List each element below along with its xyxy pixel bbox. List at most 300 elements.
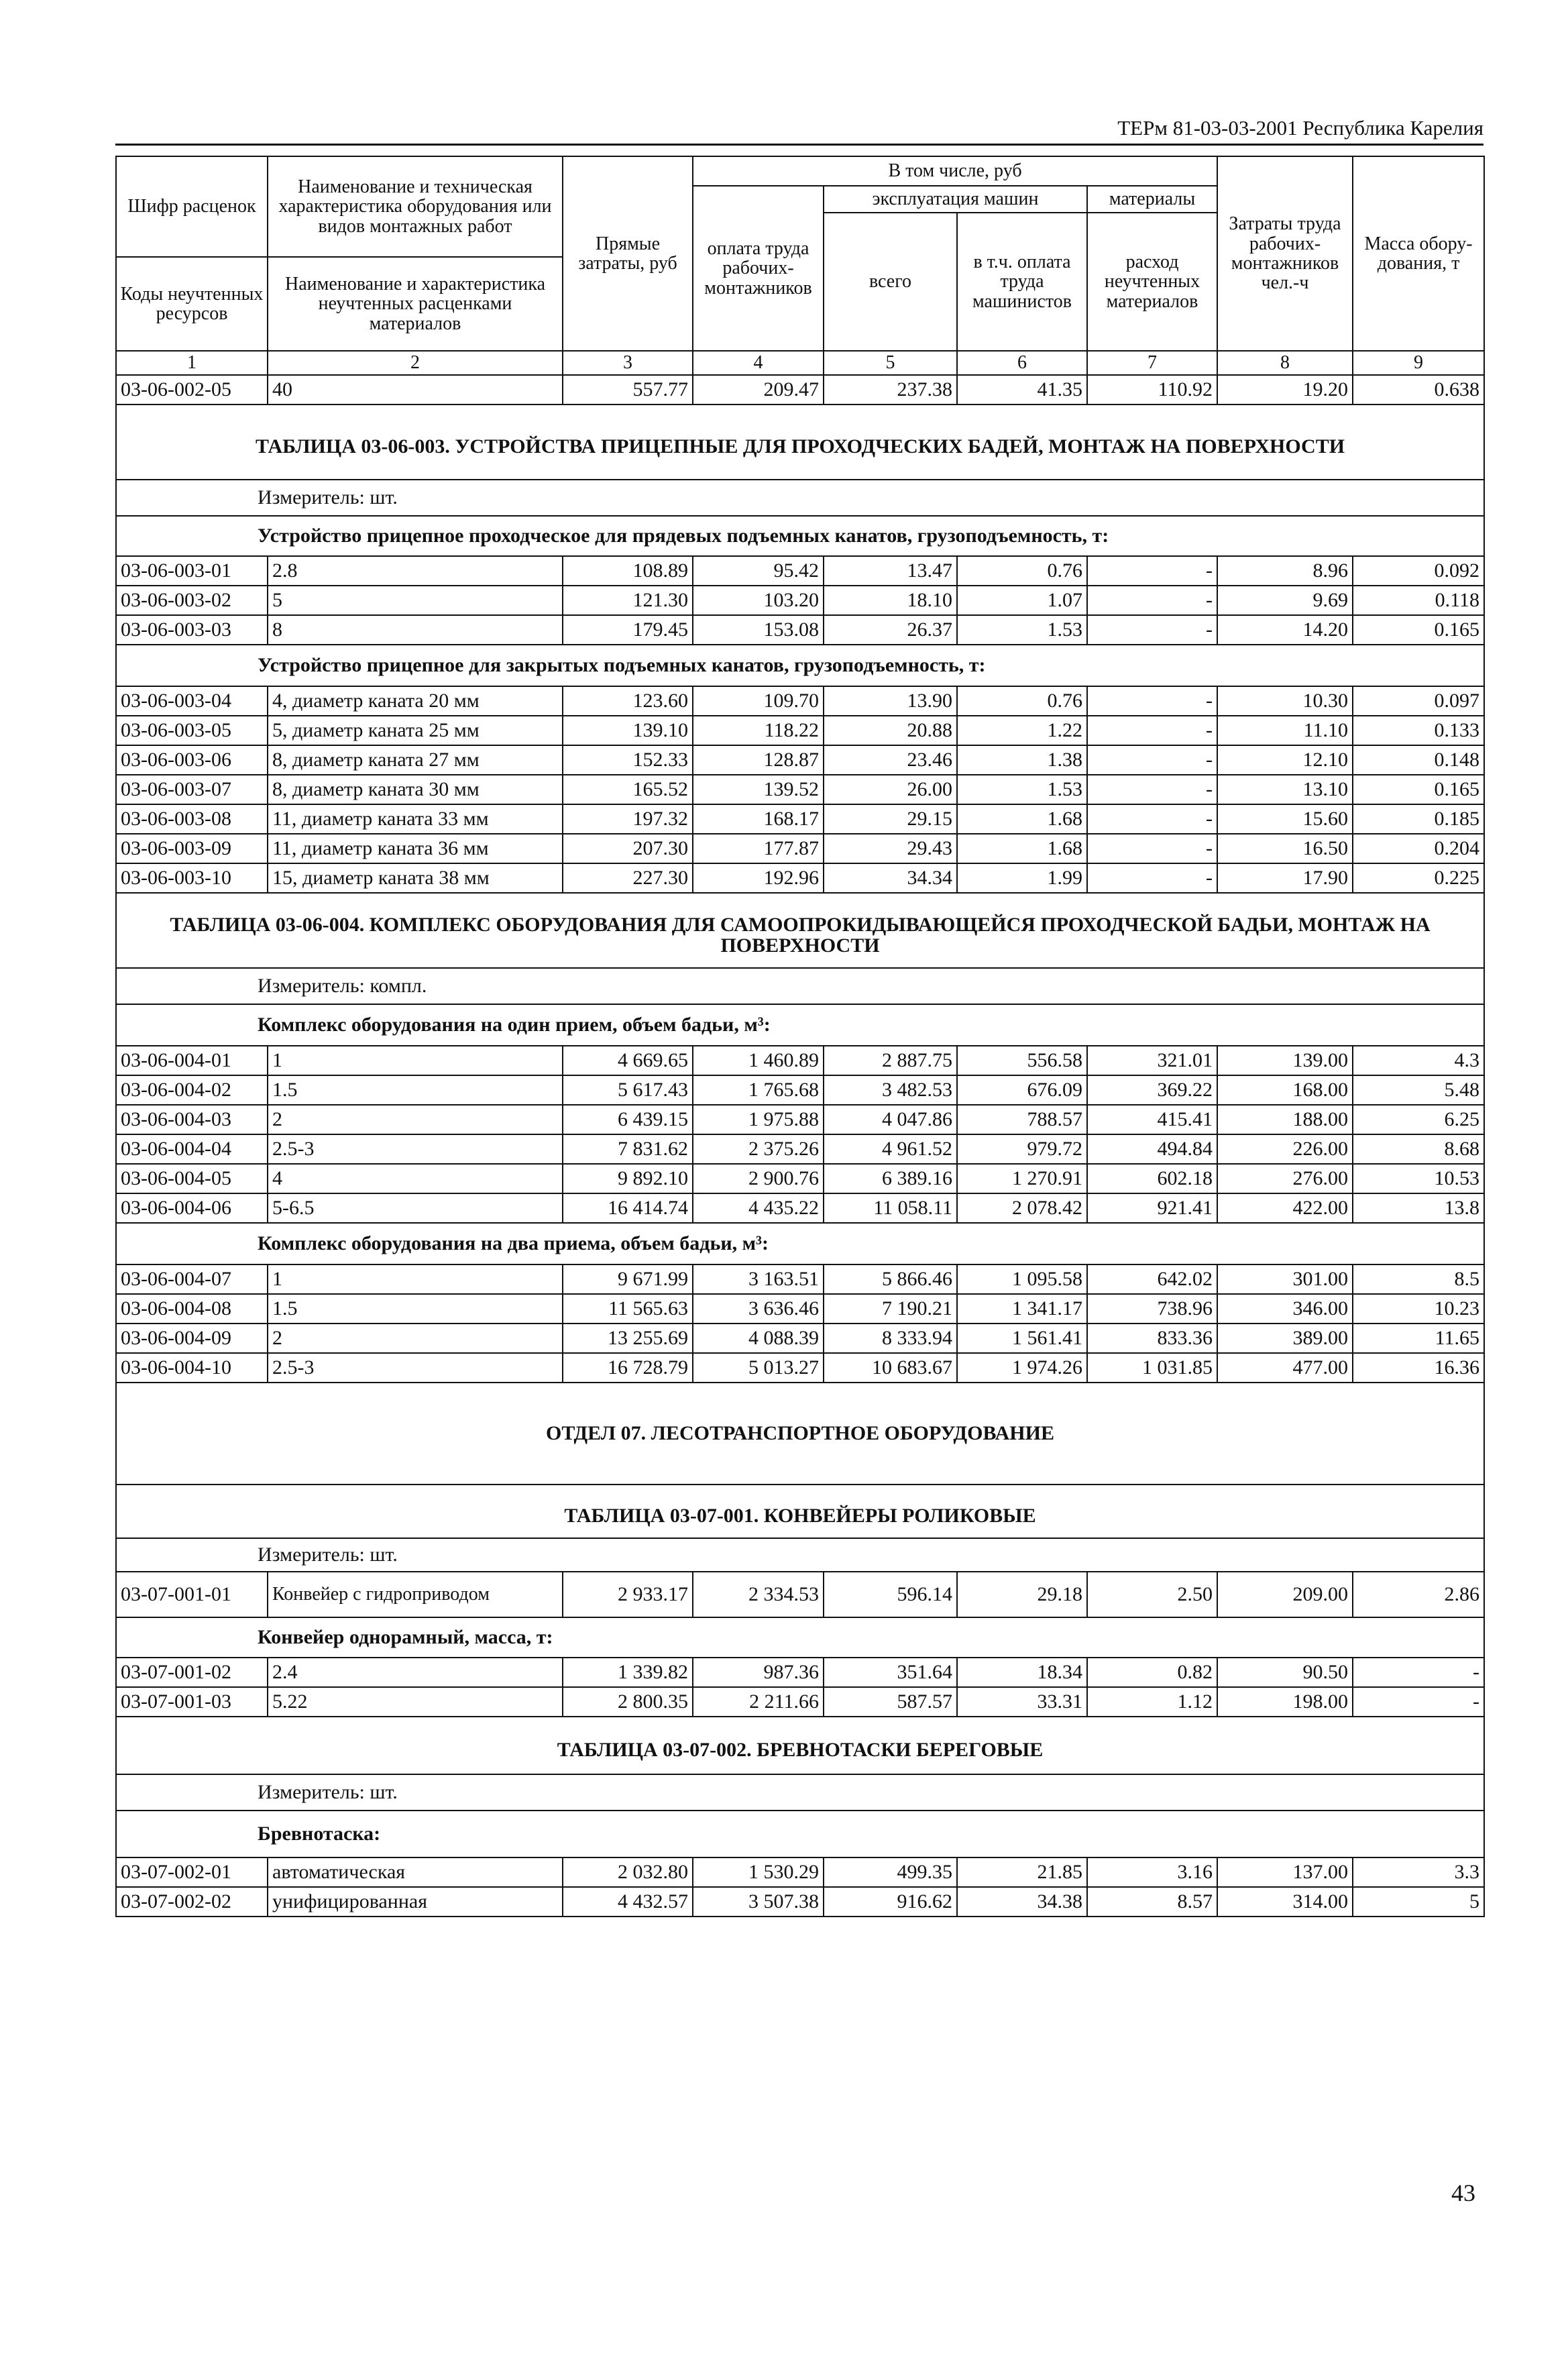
row-value: 2 334.53	[693, 1572, 824, 1617]
row-value: 788.57	[957, 1105, 1087, 1134]
column-number: 8	[1217, 351, 1353, 375]
table-row	[116, 745, 1484, 775]
row-value: 121.30	[563, 586, 693, 615]
row-description: 2.4	[268, 1658, 563, 1687]
price-table	[115, 156, 1485, 1917]
row-value: 10.23	[1353, 1294, 1484, 1324]
table-row	[116, 804, 1484, 834]
row-value: 29.43	[824, 834, 957, 863]
measure-unit: Измеритель: шт.	[116, 1538, 1484, 1572]
page-number: 43	[1451, 2179, 1475, 2206]
row-value: 168.17	[693, 804, 824, 834]
rate-code: 03-06-004-01	[116, 1046, 268, 1075]
column-number: 9	[1353, 351, 1484, 375]
row-value: -	[1087, 615, 1217, 645]
rate-code: 03-07-002-01	[116, 1857, 268, 1887]
table-title: ТАБЛИЦА 03-07-002. БРЕВНОТАСКИ БЕРЕГОВЫЕ	[116, 1717, 1484, 1774]
row-value: 192.96	[693, 863, 824, 893]
col-header-name-bottom: Наименование и характеристика неучтенных расценками материалов	[268, 257, 563, 351]
row-value: 8.96	[1217, 556, 1353, 586]
row-value: 18.10	[824, 586, 957, 615]
rate-code: 03-06-003-05	[116, 716, 268, 745]
row-value: 153.08	[693, 615, 824, 645]
table-title: ТАБЛИЦА 03-07-001. КОНВЕЙЕРЫ РОЛИКОВЫЕ	[116, 1485, 1484, 1538]
subsection-heading: Устройство прицепное проходческое для прядевых подъемных канатов, грузоподъемность, т:	[116, 516, 1484, 556]
table-row	[116, 556, 1484, 586]
row-value: 5.48	[1353, 1075, 1484, 1105]
col-header-machinist-wage: в т.ч. оплата труда машинистов	[957, 213, 1087, 351]
row-value: 556.58	[957, 1046, 1087, 1075]
table-row	[116, 375, 1484, 405]
row-value: -	[1087, 804, 1217, 834]
table-row	[116, 1134, 1484, 1164]
header-rule	[115, 144, 1483, 146]
row-description: 2.5-3	[268, 1134, 563, 1164]
rate-code: 03-06-004-02	[116, 1075, 268, 1105]
row-value: 1 031.85	[1087, 1353, 1217, 1383]
row-value: 12.10	[1217, 745, 1353, 775]
row-value: 109.70	[693, 686, 824, 716]
row-value: 2.86	[1353, 1572, 1484, 1617]
row-value: 207.30	[563, 834, 693, 863]
row-value: 0.204	[1353, 834, 1484, 863]
row-value: 4 088.39	[693, 1324, 824, 1353]
row-value: 139.10	[563, 716, 693, 745]
table-row	[116, 863, 1484, 893]
row-value: 1 974.26	[957, 1353, 1087, 1383]
row-value: 3 636.46	[693, 1294, 824, 1324]
row-value: 4 961.52	[824, 1134, 957, 1164]
table-row	[116, 1353, 1484, 1383]
subsection-heading: Комплекс оборудования на один прием, объем бадьи, м³:	[116, 1004, 1484, 1046]
row-value: 1 339.82	[563, 1658, 693, 1687]
row-value: 0.165	[1353, 615, 1484, 645]
row-value: 3 507.38	[693, 1887, 824, 1917]
row-value: 118.22	[693, 716, 824, 745]
row-description: 5, диаметр каната 25 мм	[268, 716, 563, 745]
row-value: 23.46	[824, 745, 957, 775]
table-row	[116, 686, 1484, 716]
table-row	[116, 1264, 1484, 1294]
row-value: 33.31	[957, 1687, 1087, 1717]
row-value: 676.09	[957, 1075, 1087, 1105]
row-value: 979.72	[957, 1134, 1087, 1164]
row-value: 8.57	[1087, 1887, 1217, 1917]
measure-unit: Измеритель: компл.	[116, 968, 1484, 1004]
row-value: 5 866.46	[824, 1264, 957, 1294]
table-row	[116, 834, 1484, 863]
row-value: 4 669.65	[563, 1046, 693, 1075]
row-value: 19.20	[1217, 375, 1353, 405]
row-value: 2.50	[1087, 1572, 1217, 1617]
rate-code: 03-06-003-01	[116, 556, 268, 586]
measure-unit: Измеритель: шт.	[116, 480, 1484, 516]
row-description: унифицированная	[268, 1887, 563, 1917]
row-value: 2 078.42	[957, 1193, 1087, 1223]
row-value: 26.00	[824, 775, 957, 804]
row-value: 916.62	[824, 1887, 957, 1917]
row-value: 587.57	[824, 1687, 957, 1717]
row-value: 139.52	[693, 775, 824, 804]
row-value: 152.33	[563, 745, 693, 775]
row-description: 8, диаметр каната 30 мм	[268, 775, 563, 804]
row-value: 2 032.80	[563, 1857, 693, 1887]
row-description: 2	[268, 1324, 563, 1353]
row-value: 642.02	[1087, 1264, 1217, 1294]
row-value: 1 341.17	[957, 1294, 1087, 1324]
row-value: 0.638	[1353, 375, 1484, 405]
rate-code: 03-06-004-08	[116, 1294, 268, 1324]
row-value: 17.90	[1217, 863, 1353, 893]
col-header-machines: эксплуатация машин	[824, 186, 1087, 213]
row-value: 7 831.62	[563, 1134, 693, 1164]
row-value: 41.35	[957, 375, 1087, 405]
row-value: 1.12	[1087, 1687, 1217, 1717]
row-value: 165.52	[563, 775, 693, 804]
row-value: 29.18	[957, 1572, 1087, 1617]
table-row	[116, 775, 1484, 804]
row-value: 15.60	[1217, 804, 1353, 834]
table-row	[116, 1046, 1484, 1075]
row-description: 15, диаметр каната 38 мм	[268, 863, 563, 893]
table-row	[116, 1105, 1484, 1134]
col-header-total: всего	[824, 213, 957, 351]
row-value: 209.00	[1217, 1572, 1353, 1617]
rate-code: 03-06-002-05	[116, 375, 268, 405]
row-value: 14.20	[1217, 615, 1353, 645]
row-value: 738.96	[1087, 1294, 1217, 1324]
rate-code: 03-06-004-04	[116, 1134, 268, 1164]
row-value: 110.92	[1087, 375, 1217, 405]
row-value: 369.22	[1087, 1075, 1217, 1105]
row-value: 921.41	[1087, 1193, 1217, 1223]
row-description: 8	[268, 615, 563, 645]
column-number: 7	[1087, 351, 1217, 375]
row-value: -	[1087, 716, 1217, 745]
row-value: 21.85	[957, 1857, 1087, 1887]
row-value: 4 432.57	[563, 1887, 693, 1917]
row-value: 494.84	[1087, 1134, 1217, 1164]
row-description: 8, диаметр каната 27 мм	[268, 745, 563, 775]
row-value: 602.18	[1087, 1164, 1217, 1193]
row-value: 188.00	[1217, 1105, 1353, 1134]
row-value: -	[1087, 686, 1217, 716]
row-value: 0.225	[1353, 863, 1484, 893]
row-value: 9.69	[1217, 586, 1353, 615]
row-value: 9 671.99	[563, 1264, 693, 1294]
row-value: 1 270.91	[957, 1164, 1087, 1193]
rate-code: 03-06-003-09	[116, 834, 268, 863]
row-value: 8.68	[1353, 1134, 1484, 1164]
row-value: 8.5	[1353, 1264, 1484, 1294]
row-value: 0.76	[957, 556, 1087, 586]
row-value: 16 414.74	[563, 1193, 693, 1223]
row-description: 11, диаметр каната 33 мм	[268, 804, 563, 834]
row-value: 198.00	[1217, 1687, 1353, 1717]
row-description: 11, диаметр каната 36 мм	[268, 834, 563, 863]
row-value: 0.185	[1353, 804, 1484, 834]
row-value: -	[1087, 586, 1217, 615]
row-description: 1	[268, 1264, 563, 1294]
row-value: 389.00	[1217, 1324, 1353, 1353]
row-value: 415.41	[1087, 1105, 1217, 1134]
rate-code: 03-06-004-07	[116, 1264, 268, 1294]
row-value: 422.00	[1217, 1193, 1353, 1223]
row-value: 2 887.75	[824, 1046, 957, 1075]
row-value: 6.25	[1353, 1105, 1484, 1134]
row-value: 3 163.51	[693, 1264, 824, 1294]
row-value: 16.50	[1217, 834, 1353, 863]
table-row	[116, 1887, 1484, 1917]
row-value: 301.00	[1217, 1264, 1353, 1294]
row-value: 2 900.76	[693, 1164, 824, 1193]
row-value: 10.53	[1353, 1164, 1484, 1193]
rate-code: 03-07-001-02	[116, 1658, 268, 1687]
row-value: 987.36	[693, 1658, 824, 1687]
row-description: 2.5-3	[268, 1353, 563, 1383]
row-value: 128.87	[693, 745, 824, 775]
row-description: 5.22	[268, 1687, 563, 1717]
row-value: 5 617.43	[563, 1075, 693, 1105]
row-value: 197.32	[563, 804, 693, 834]
row-value: 1.22	[957, 716, 1087, 745]
row-value: 1.99	[957, 863, 1087, 893]
rate-code: 03-06-004-06	[116, 1193, 268, 1223]
row-value: 4 435.22	[693, 1193, 824, 1223]
col-header-including: В том числе, руб	[693, 156, 1217, 186]
row-description: 40	[268, 375, 563, 405]
rate-code: 03-07-001-01	[116, 1572, 268, 1617]
row-value: 90.50	[1217, 1658, 1353, 1687]
row-description: 5-6.5	[268, 1193, 563, 1223]
column-number: 6	[957, 351, 1087, 375]
column-number: 5	[824, 351, 957, 375]
row-value: 237.38	[824, 375, 957, 405]
row-value: 2 800.35	[563, 1687, 693, 1717]
rate-code: 03-06-003-06	[116, 745, 268, 775]
row-value: -	[1353, 1658, 1484, 1687]
row-value: -	[1087, 834, 1217, 863]
row-value: 499.35	[824, 1857, 957, 1887]
table-row	[116, 1193, 1484, 1223]
row-value: 179.45	[563, 615, 693, 645]
row-value: 13.90	[824, 686, 957, 716]
column-number-row	[116, 351, 1484, 375]
row-value: 5	[1353, 1887, 1484, 1917]
rate-code: 03-06-003-08	[116, 804, 268, 834]
row-description: 1.5	[268, 1294, 563, 1324]
row-value: 276.00	[1217, 1164, 1353, 1193]
row-value: 137.00	[1217, 1857, 1353, 1887]
row-value: 4.3	[1353, 1046, 1484, 1075]
col-header-unaccounted: расход неучтенных материалов	[1087, 213, 1217, 351]
row-value: 11.65	[1353, 1324, 1484, 1353]
row-value: 3.16	[1087, 1857, 1217, 1887]
column-number: 4	[693, 351, 824, 375]
row-value: 13 255.69	[563, 1324, 693, 1353]
row-value: 0.092	[1353, 556, 1484, 586]
row-value: 2 211.66	[693, 1687, 824, 1717]
row-value: 2 933.17	[563, 1572, 693, 1617]
row-value: 108.89	[563, 556, 693, 586]
row-value: 4 047.86	[824, 1105, 957, 1134]
row-value: -	[1087, 745, 1217, 775]
row-value: 177.87	[693, 834, 824, 863]
col-header-code-top: Шифр расценок	[116, 156, 268, 257]
row-value: 11 565.63	[563, 1294, 693, 1324]
row-value: 18.34	[957, 1658, 1087, 1687]
row-description: 2.8	[268, 556, 563, 586]
table-row	[116, 1857, 1484, 1887]
col-header-wage: оплата труда рабочих-монтажников	[693, 186, 824, 351]
col-header-mass: Масса обору-дования, т	[1353, 156, 1484, 351]
table-title: ТАБЛИЦА 03-06-004. КОМПЛЕКС ОБОРУДОВАНИЯ ДЛЯ САМООПРОКИДЫВАЮЩЕЙСЯ ПРОХОДЧЕСКОЙ БАДЬИ, МОНТАЖ НА ПОВЕРХНОСТИ	[116, 893, 1484, 968]
table-row	[116, 586, 1484, 615]
table-row	[116, 1075, 1484, 1105]
rate-code: 03-07-002-02	[116, 1887, 268, 1917]
col-header-code-bottom: Коды неучтенных ресурсов	[116, 257, 268, 351]
row-value: 9 892.10	[563, 1164, 693, 1193]
rate-code: 03-06-003-03	[116, 615, 268, 645]
row-value: 0.097	[1353, 686, 1484, 716]
col-header-labor: Затраты труда рабочих-монтажников чел.-ч	[1217, 156, 1353, 351]
row-value: 26.37	[824, 615, 957, 645]
row-description: Конвейер с гидроприводом	[268, 1572, 563, 1617]
rate-code: 03-06-004-03	[116, 1105, 268, 1134]
row-value: 6 389.16	[824, 1164, 957, 1193]
row-value: 314.00	[1217, 1887, 1353, 1917]
row-value: 596.14	[824, 1572, 957, 1617]
col-header-materials: материалы	[1087, 186, 1217, 213]
row-value: 3.3	[1353, 1857, 1484, 1887]
row-value: 1.68	[957, 804, 1087, 834]
row-value: 1.53	[957, 615, 1087, 645]
row-value: 0.133	[1353, 716, 1484, 745]
rate-code: 03-06-004-10	[116, 1353, 268, 1383]
rate-code: 03-06-003-02	[116, 586, 268, 615]
row-value: 13.47	[824, 556, 957, 586]
table-row	[116, 615, 1484, 645]
row-value: 13.10	[1217, 775, 1353, 804]
row-value: 11 058.11	[824, 1193, 957, 1223]
row-description: 4	[268, 1164, 563, 1193]
row-value: 557.77	[563, 375, 693, 405]
column-number: 3	[563, 351, 693, 375]
table-title: ТАБЛИЦА 03-06-003. УСТРОЙСТВА ПРИЦЕПНЫЕ ДЛЯ ПРОХОДЧЕСКИХ БАДЕЙ, МОНТАЖ НА ПОВЕРХНОСТИ	[116, 405, 1484, 480]
table-row	[116, 1687, 1484, 1717]
row-description: 5	[268, 586, 563, 615]
rate-code: 03-06-004-09	[116, 1324, 268, 1353]
row-value: 226.00	[1217, 1134, 1353, 1164]
row-value: 1 975.88	[693, 1105, 824, 1134]
row-value: 227.30	[563, 863, 693, 893]
row-value: 1.68	[957, 834, 1087, 863]
table-row	[116, 716, 1484, 745]
row-value: 1.38	[957, 745, 1087, 775]
row-value: 16 728.79	[563, 1353, 693, 1383]
table-row	[116, 1164, 1484, 1193]
row-value: 321.01	[1087, 1046, 1217, 1075]
rate-code: 03-06-003-10	[116, 863, 268, 893]
row-value: 346.00	[1217, 1294, 1353, 1324]
row-value: 1 765.68	[693, 1075, 824, 1105]
row-value: 10 683.67	[824, 1353, 957, 1383]
row-value: 1 460.89	[693, 1046, 824, 1075]
row-value: -	[1087, 556, 1217, 586]
row-value: -	[1087, 775, 1217, 804]
row-value: 351.64	[824, 1658, 957, 1687]
row-value: 95.42	[693, 556, 824, 586]
row-value: 1 095.58	[957, 1264, 1087, 1294]
table-row	[116, 1572, 1484, 1617]
row-value: 3 482.53	[824, 1075, 957, 1105]
row-value: 833.36	[1087, 1324, 1217, 1353]
measure-unit: Измеритель: шт.	[116, 1774, 1484, 1811]
row-value: 34.38	[957, 1887, 1087, 1917]
row-value: 29.15	[824, 804, 957, 834]
row-value: 1 561.41	[957, 1324, 1087, 1353]
row-value: 0.118	[1353, 586, 1484, 615]
row-value: 0.165	[1353, 775, 1484, 804]
column-number: 1	[116, 351, 268, 375]
row-value: 8 333.94	[824, 1324, 957, 1353]
row-value: 11.10	[1217, 716, 1353, 745]
row-value: 477.00	[1217, 1353, 1353, 1383]
row-value: -	[1353, 1687, 1484, 1717]
row-value: 139.00	[1217, 1046, 1353, 1075]
table-row	[116, 1324, 1484, 1353]
row-value: 5 013.27	[693, 1353, 824, 1383]
row-value: 7 190.21	[824, 1294, 957, 1324]
row-description: 2	[268, 1105, 563, 1134]
department-title: ОТДЕЛ 07. ЛЕСОТРАНСПОРТНОЕ ОБОРУДОВАНИЕ	[116, 1383, 1484, 1485]
subsection-heading: Конвейер однорамный, масса, т:	[116, 1617, 1484, 1658]
row-value: 123.60	[563, 686, 693, 716]
row-value: 13.8	[1353, 1193, 1484, 1223]
row-value: -	[1087, 863, 1217, 893]
row-value: 209.47	[693, 375, 824, 405]
column-number: 2	[268, 351, 563, 375]
col-header-direct: Прямые затраты, руб	[563, 156, 693, 351]
row-value: 2 375.26	[693, 1134, 824, 1164]
table-row	[116, 1658, 1484, 1687]
rate-code: 03-06-004-05	[116, 1164, 268, 1193]
row-description: 1	[268, 1046, 563, 1075]
rate-code: 03-06-003-07	[116, 775, 268, 804]
rate-code: 03-06-003-04	[116, 686, 268, 716]
row-value: 1.07	[957, 586, 1087, 615]
row-value: 16.36	[1353, 1353, 1484, 1383]
row-value: 20.88	[824, 716, 957, 745]
table-row	[116, 1294, 1484, 1324]
row-description: 1.5	[268, 1075, 563, 1105]
row-value: 10.30	[1217, 686, 1353, 716]
row-description: 4, диаметр каната 20 мм	[268, 686, 563, 716]
row-value: 168.00	[1217, 1075, 1353, 1105]
document-reference: ТЕРм 81-03-03-2001 Республика Карелия	[1117, 116, 1483, 140]
row-value: 1 530.29	[693, 1857, 824, 1887]
row-value: 103.20	[693, 586, 824, 615]
row-description: автоматическая	[268, 1857, 563, 1887]
subsection-heading: Устройство прицепное для закрытых подъемных канатов, грузоподъемность, т:	[116, 645, 1484, 686]
row-value: 0.148	[1353, 745, 1484, 775]
row-value: 0.76	[957, 686, 1087, 716]
row-value: 34.34	[824, 863, 957, 893]
col-header-name-top: Наименование и техническая характеристика оборудования или видов монтажных работ	[268, 156, 563, 257]
subsection-heading: Бревнотаска:	[116, 1811, 1484, 1857]
row-value: 0.82	[1087, 1658, 1217, 1687]
subsection-heading: Комплекс оборудования на два приема, объем бадьи, м³:	[116, 1223, 1484, 1264]
